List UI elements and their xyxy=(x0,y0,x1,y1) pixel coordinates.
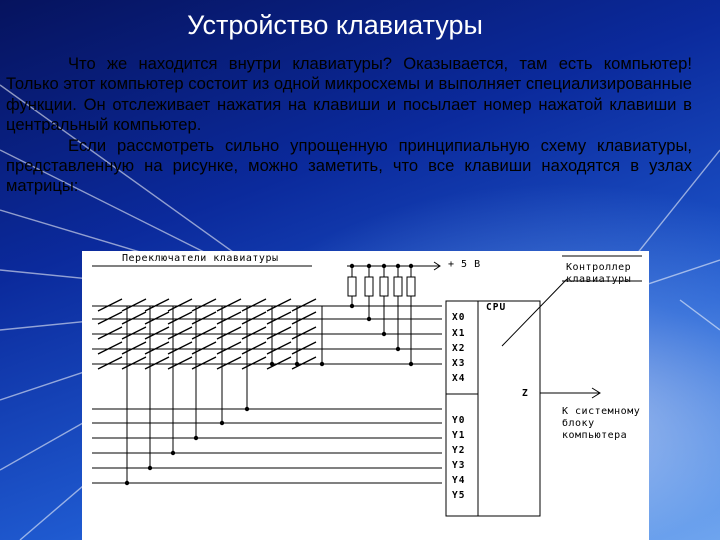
slide-title: Устройство клавиатуры xyxy=(187,10,483,40)
y-pin: Y0 xyxy=(452,415,466,426)
diagram-svg xyxy=(82,251,649,540)
cpu-label: CPU xyxy=(486,302,507,313)
power-label: + 5 B xyxy=(448,259,481,270)
x-pin: X4 xyxy=(452,373,466,384)
paragraph-1: Что же находится внутри клавиатуры? Оказывается, там есть компьютер! Только этот компьютер состоит из одной микросхемы и выполняет специализированные функции. Он отслеживает нажатия на клавиши и посылает номер нажатой клавиши в центральный компьютер. xyxy=(6,54,692,135)
keyboard-matrix-diagram xyxy=(82,251,649,540)
controller-label-line2: клавиатуры xyxy=(566,274,632,285)
system-label-line3: компьютера xyxy=(562,430,628,441)
y-pin: Y3 xyxy=(452,460,466,471)
y-pin: Y2 xyxy=(452,445,466,456)
system-label-line1: К системному xyxy=(562,406,641,417)
system-label-line2: блоку xyxy=(562,418,595,429)
y-pin: Y4 xyxy=(452,475,466,486)
x-pin: X3 xyxy=(452,358,466,369)
controller-label-line1: Контроллер xyxy=(566,262,632,273)
x-pin: X1 xyxy=(452,328,466,339)
switches-label: Переключатели клавиатуры xyxy=(122,253,279,264)
x-pin: X0 xyxy=(452,312,466,323)
z-label: Z xyxy=(522,388,529,399)
paragraph-2: Если рассмотреть сильно упрощенную принципиальную схему клавиатуры, представленную на рисунке, можно заметить, что все клавиши находятся в узлах матрицы: xyxy=(6,135,692,196)
y-pin: Y1 xyxy=(452,430,466,441)
y-pin: Y5 xyxy=(452,490,466,501)
slide-body xyxy=(6,54,692,197)
x-pin: X2 xyxy=(452,343,466,354)
